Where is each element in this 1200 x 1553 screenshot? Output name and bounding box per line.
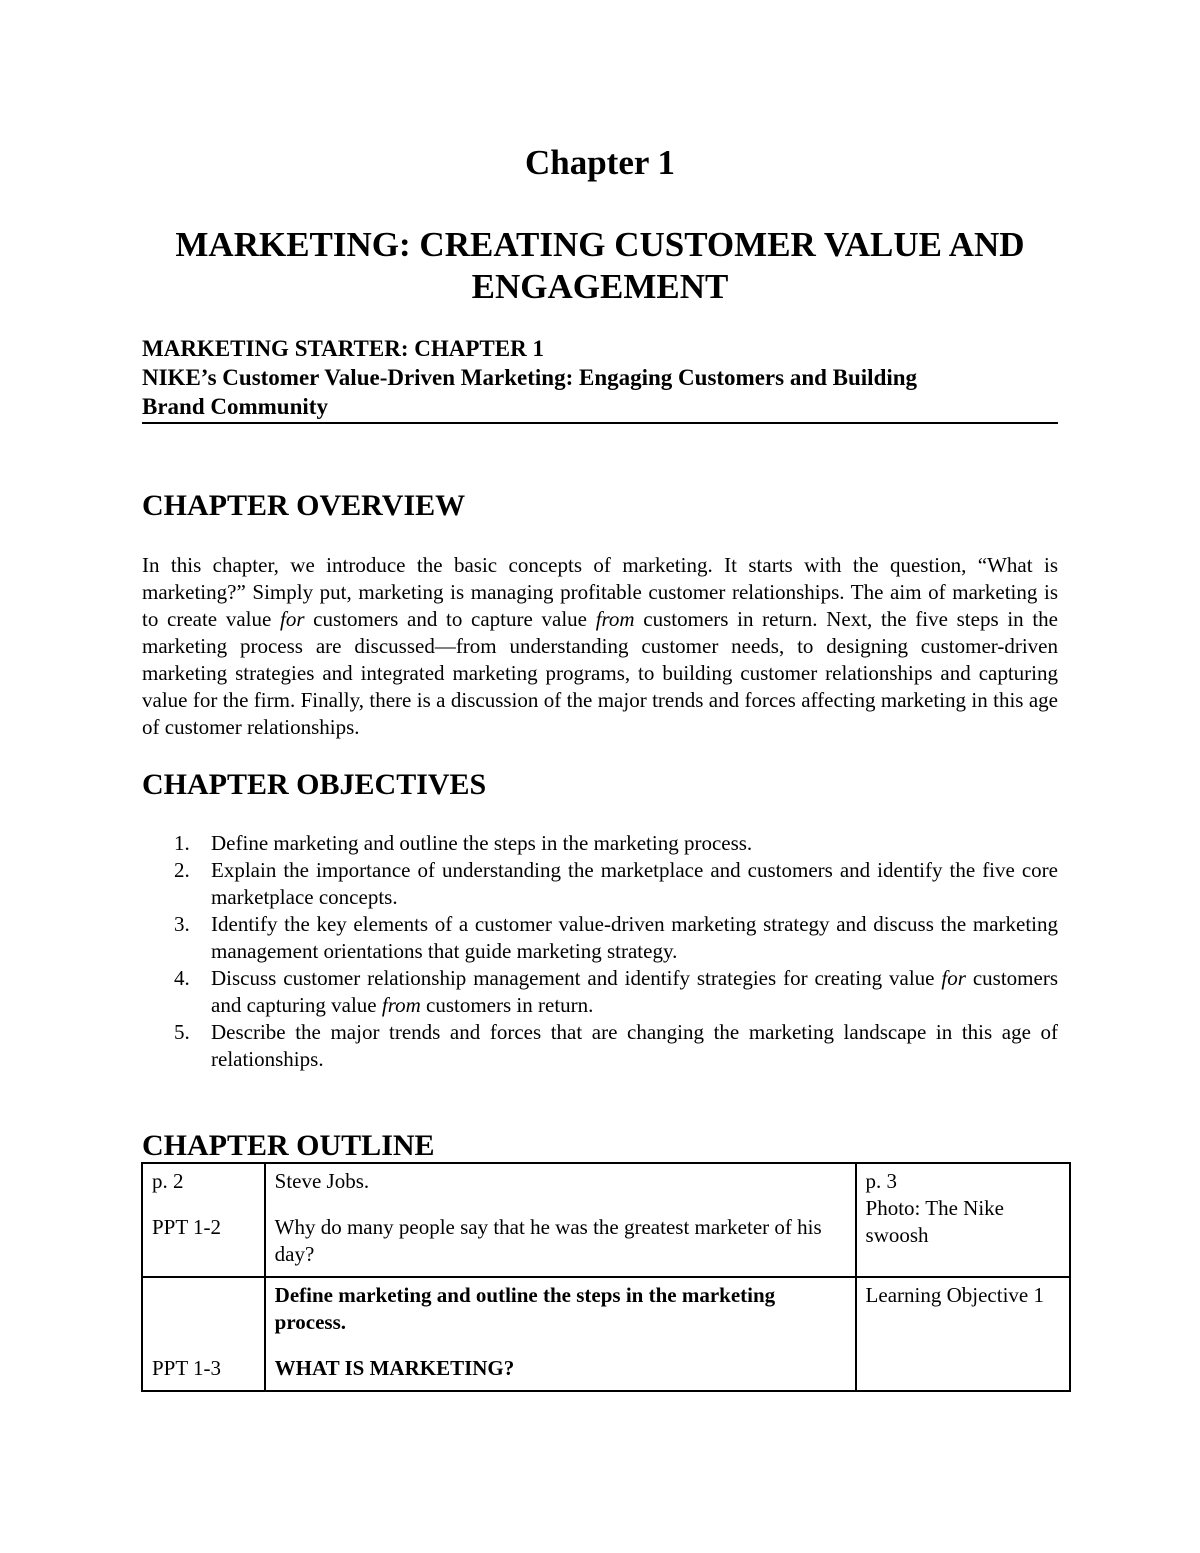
objective-item	[142, 965, 1058, 1019]
outline-side-cell	[856, 1277, 1070, 1391]
outline-objective-statement: Define marketing and outline the steps in the marketing process.	[274, 1283, 776, 1334]
outline-ref-cell	[142, 1277, 265, 1391]
outline-section-title: WHAT IS MARKETING?	[274, 1356, 515, 1380]
outline-ppt-ref: PPT 1-2	[152, 1215, 222, 1239]
overview-heading: CHAPTER OVERVIEW	[142, 489, 466, 522]
overview-emphasis-for: for	[279, 607, 305, 631]
objective-text: Define marketing and outline the steps in the marketing process.	[211, 831, 753, 855]
objective-item	[142, 830, 1058, 857]
objectives-heading: CHAPTER OBJECTIVES	[142, 768, 487, 801]
objective-number: 5.	[174, 1020, 190, 1044]
objective-number: 3.	[174, 912, 190, 936]
marketing-starter-label: MARKETING STARTER: CHAPTER 1	[142, 336, 544, 361]
objective-text	[211, 966, 1058, 1017]
marketing-starter-subtitle-line-1: NIKE’s Customer Value-Driven Marketing: Engaging Customers and Building	[142, 365, 918, 390]
outline-page-ref: p. 2	[152, 1169, 184, 1193]
objective-item	[142, 857, 1058, 911]
objective-number: 1.	[174, 831, 190, 855]
outline-question: Why do many people say that he was the greatest marketer of his day?	[274, 1215, 822, 1266]
objective-emphasis-from: from	[381, 993, 421, 1017]
table-row	[142, 1163, 1070, 1277]
outline-ref-cell	[142, 1163, 265, 1277]
outline-side-note: Photo: The Nike swoosh	[865, 1196, 1004, 1247]
outline-ppt-ref: PPT 1-3	[152, 1356, 222, 1380]
outline-side-page: p. 3	[865, 1169, 898, 1193]
marketing-starter-subtitle-line-2: Brand Community	[142, 394, 328, 419]
outline-side-note: Learning Objective 1	[865, 1283, 1044, 1307]
objective-emphasis-for: for	[941, 966, 966, 990]
objective-number: 2.	[174, 858, 190, 882]
marketing-starter-block	[142, 334, 1058, 424]
outline-side-cell	[856, 1163, 1070, 1277]
objective-text: Identify the key elements of a customer value-driven marketing strategy and discuss the marketing management orientations that guide marketing strategy.	[211, 912, 1058, 963]
chapter-title-line-1: MARKETING: CREATING CUSTOMER VALUE AND	[175, 225, 1025, 264]
outline-content-cell	[265, 1163, 856, 1277]
objective-text-part-a: Discuss customer relationship management and identify strategies for creating value	[211, 966, 942, 990]
objectives-list	[142, 830, 1058, 1073]
objective-text: Describe the major trends and forces that are changing the marketing landscape in this age of relationships.	[211, 1020, 1058, 1071]
outline-topic: Steve Jobs.	[274, 1169, 370, 1193]
overview-text-2: customers and to capture value	[304, 607, 596, 631]
outline-table	[141, 1162, 1071, 1392]
overview-text-1: In this chapter, we introduce the basic concepts of marketing. It starts with the question, “What is marketing?” Simply put, marketing is managing profitable customer relationships. The aim of marketing is to create value	[142, 553, 1058, 631]
outline-content-cell	[265, 1277, 856, 1391]
objective-text-part-c: customers in return.	[420, 993, 594, 1017]
objective-item	[142, 911, 1058, 965]
objective-text-part-b: customers and capturing value	[211, 966, 1058, 1017]
overview-paragraph	[142, 552, 1058, 741]
chapter-number: Chapter 1	[524, 143, 676, 182]
overview-text-3: customers in return. Next, the five steps in the marketing process are discussed—from understanding customer needs, to designing customer-driven marketing strategies and integrated marketing programs, to building customer relationships and capturing value for the firm. Finally, there is a discussion of the major trends and forces affecting marketing in this age of customer relationships.	[142, 607, 1058, 739]
outline-heading: CHAPTER OUTLINE	[142, 1129, 435, 1162]
chapter-title	[142, 224, 1058, 308]
objective-number: 4.	[174, 966, 190, 990]
objective-item	[142, 1019, 1058, 1073]
chapter-title-line-2: ENGAGEMENT	[471, 267, 729, 306]
objective-text: Explain the importance of understanding the marketplace and customers and identify the five core marketplace concepts.	[211, 858, 1058, 909]
table-row	[142, 1277, 1070, 1391]
overview-emphasis-from: from	[595, 607, 635, 631]
